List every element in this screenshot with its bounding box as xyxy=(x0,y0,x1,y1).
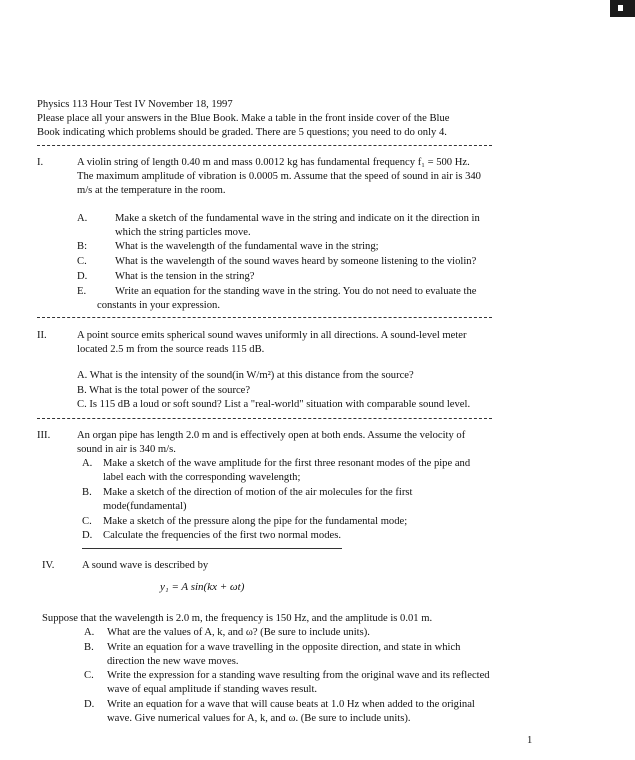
part-text: constants in your expression. xyxy=(97,300,220,311)
part-text: which the string particles move. xyxy=(115,227,251,238)
part-label: A. xyxy=(84,627,95,638)
question-text: The maximum amplitude of vibration is 0.0005 m. Assume that the speed of sound in air is 340 xyxy=(77,171,481,182)
part-text: Calculate the frequencies of the first two normal modes. xyxy=(103,530,341,541)
part-label: B. xyxy=(84,642,94,653)
question-text: sound in air is 340 m/s. xyxy=(77,444,176,455)
part-text: What is the wavelength of the sound waves heard by someone listening to the violin? xyxy=(115,256,477,267)
header-title-line: Physics 113 Hour Test IV November 18, 1997 xyxy=(37,99,233,110)
part-text: What is the tension in the string? xyxy=(115,271,255,282)
question-text: m/s at the temperature in the room. xyxy=(77,185,226,196)
header-instructions-line-2: Book indicating which problems should be graded. There are 5 questions; you need to do only 4. xyxy=(37,127,447,138)
part-text: C. Is 115 dB a loud or soft sound? List a "real-world" situation with comparable sound level. xyxy=(77,399,471,410)
part-text: Write an equation for the standing wave in the string. You do not need to evaluate the xyxy=(115,286,477,297)
part-label: B: xyxy=(77,241,88,252)
part-label: A. xyxy=(82,458,93,469)
part-text: A. What is the intensity of the sound(in W/m²) at this distance from the source? xyxy=(77,370,414,381)
part-text: Write the expression for a standing wave resulting from the original wave and its reflected xyxy=(107,670,490,681)
part-text: wave. Give numerical values for A, k, and ω. (Be sure to include units). xyxy=(107,713,411,724)
page-number: 1 xyxy=(527,735,533,746)
part-text: Make a sketch of the fundamental wave in the string and indicate on it the direction in xyxy=(115,213,480,224)
part-text: Write an equation for a wave that will cause beats at 1.0 Hz when added to the original xyxy=(107,699,475,710)
part-text: B. What is the total power of the source? xyxy=(77,385,251,396)
part-text: label each with the corresponding wavelength; xyxy=(103,472,301,483)
question-number: II. xyxy=(37,330,47,341)
part-text: Make a sketch of the pressure along the pipe for the fundamental mode; xyxy=(103,516,408,527)
part-label: A. xyxy=(77,213,88,224)
part-label: D. xyxy=(84,699,95,710)
question-number: IV. xyxy=(42,560,55,571)
wave-equation: y₁ = A sin(kx + ωt) xyxy=(160,581,245,593)
part-label: C. xyxy=(84,670,94,681)
part-text: Make a sketch of the direction of motion of the air molecules for the first xyxy=(103,487,413,498)
question-text: located 2.5 m from the source reads 115 dB. xyxy=(77,344,265,355)
part-label: C. xyxy=(77,256,87,267)
question-text: An organ pipe has length 2.0 m and is effectively open at both ends. Assume the velocity of xyxy=(77,430,466,441)
part-text: mode(fundamental) xyxy=(103,501,187,512)
part-text: wave of equal amplitude if standing waves result. xyxy=(107,684,318,695)
divider xyxy=(37,317,492,318)
divider xyxy=(37,145,492,146)
question-number: III. xyxy=(37,430,51,441)
part-text: Write an equation for a wave travelling in the opposite direction, and state in which xyxy=(107,642,461,653)
part-label: B. xyxy=(82,487,92,498)
question-text: A point source emits spherical sound waves uniformly in all directions. A sound-level meter xyxy=(77,330,467,341)
divider xyxy=(82,548,342,549)
question-text: A sound wave is described by xyxy=(82,560,209,571)
header-instructions-line-1: Please place all your answers in the Blue Book. Make a table in the front inside cover of the Blue xyxy=(37,113,450,124)
scan-corner-mark xyxy=(610,0,635,17)
part-label: D. xyxy=(82,530,93,541)
question-text: A violin string of length 0.40 m and mass 0.0012 kg has fundamental frequency f₁ = 500 Hz. xyxy=(77,157,470,168)
question-text: Suppose that the wavelength is 2.0 m, the frequency is 150 Hz, and the amplitude is 0.01 m. xyxy=(42,613,433,624)
part-text: direction the new wave moves. xyxy=(107,656,239,667)
part-text: What are the values of A, k, and ω? (Be sure to include units). xyxy=(107,627,370,638)
part-text: Make a sketch of the wave amplitude for the first three resonant modes of the pipe and xyxy=(103,458,471,469)
part-text: What is the wavelength of the fundamental wave in the string; xyxy=(115,241,379,252)
part-label: C. xyxy=(82,516,92,527)
part-label: E. xyxy=(77,286,87,297)
question-number: I. xyxy=(37,157,44,168)
part-label: D. xyxy=(77,271,88,282)
divider xyxy=(37,418,492,419)
